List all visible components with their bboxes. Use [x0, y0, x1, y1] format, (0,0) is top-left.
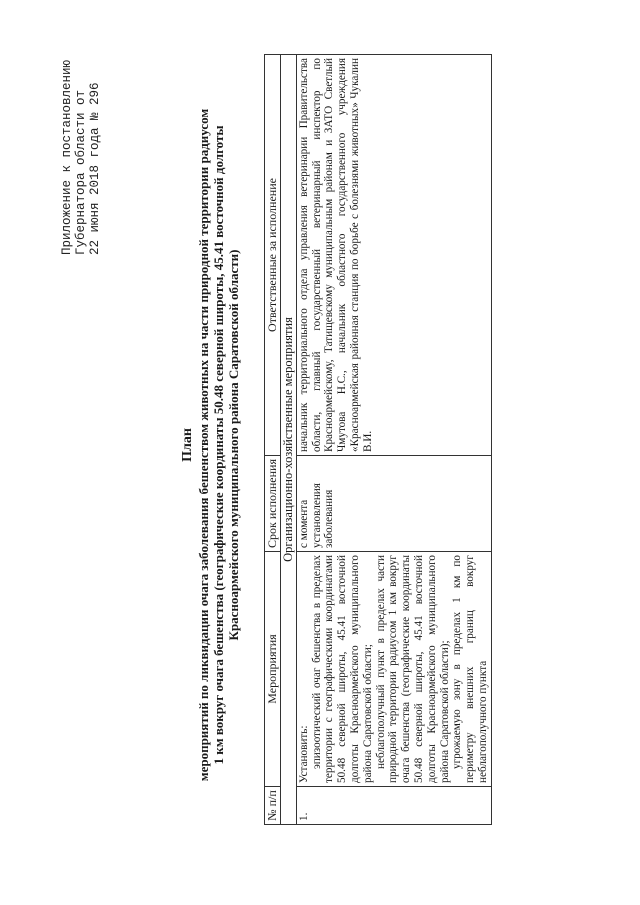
table-row — [296, 55, 491, 825]
section-row — [281, 55, 297, 825]
measure-paragraph-1: эпизоотический очаг бешенства в пределах территории с географическими координатами 50.48 северной широты, 45.41 восточной долготы Красноармейского муниципального района Саратовской области; — [310, 555, 374, 783]
row-number: 1. — [296, 787, 491, 825]
plan-table — [264, 54, 492, 825]
header-measures: Мероприятия — [265, 552, 281, 787]
section-title: Организационно-хозяйственные мероприятия — [281, 55, 297, 825]
row-measures — [296, 552, 491, 787]
appendix-note — [60, 5, 102, 255]
title-line-1: мероприятий по ликвидации очага заболевания бешенством животных на части природной территории радиусом — [196, 108, 211, 782]
title-line-2: 1 км вокруг очага бешенства (географические координаты 50.48 северной широты, 45.41 восточной долготы — [211, 125, 226, 765]
title-heading: План — [180, 428, 195, 462]
document-title — [180, 55, 241, 835]
header-num: № п/п — [265, 787, 281, 825]
row-deadline: с момента установления заболевания — [296, 456, 491, 552]
table-header-row — [265, 55, 281, 825]
appendix-line-3: 22 июня 2018 года № 296 — [88, 82, 102, 255]
title-line-3: Красноармейского муниципального района Саратовской области) — [226, 249, 241, 641]
measure-intro: Установить: — [297, 725, 310, 783]
header-deadline: Срок исполнения — [265, 456, 281, 552]
header-responsible: Ответственные за исполнение — [265, 55, 281, 456]
row-responsible: начальник территориального отдела управления ветеринарии Правительства области, главный государственный ветеринарный инспектор по Красноармейскому, Татищевскому муниципальным районам и ЗАТО Светлый Чмутова Н.С., начальник областного государственного учреждения «Красноармейская районная станция по борьбе с болезнями животных» Чукалин В.И. — [296, 55, 491, 456]
measure-paragraph-2: неблагополучный пункт в пределах части природной территории радиусом 1 км вокруг очага бешенства (географические координаты 50.48 северной широты, 45.41 восточной долготы Красноармейского муниципального района Саратовской области); — [374, 555, 451, 783]
appendix-line-1: Приложение к постановлению — [60, 59, 74, 255]
measure-paragraph-3: угрожаемую зону в пределах 1 км по периметру внешних границ вокруг неблагополучного пункта — [451, 555, 489, 783]
appendix-line-2: Губернатора области от — [74, 89, 88, 255]
